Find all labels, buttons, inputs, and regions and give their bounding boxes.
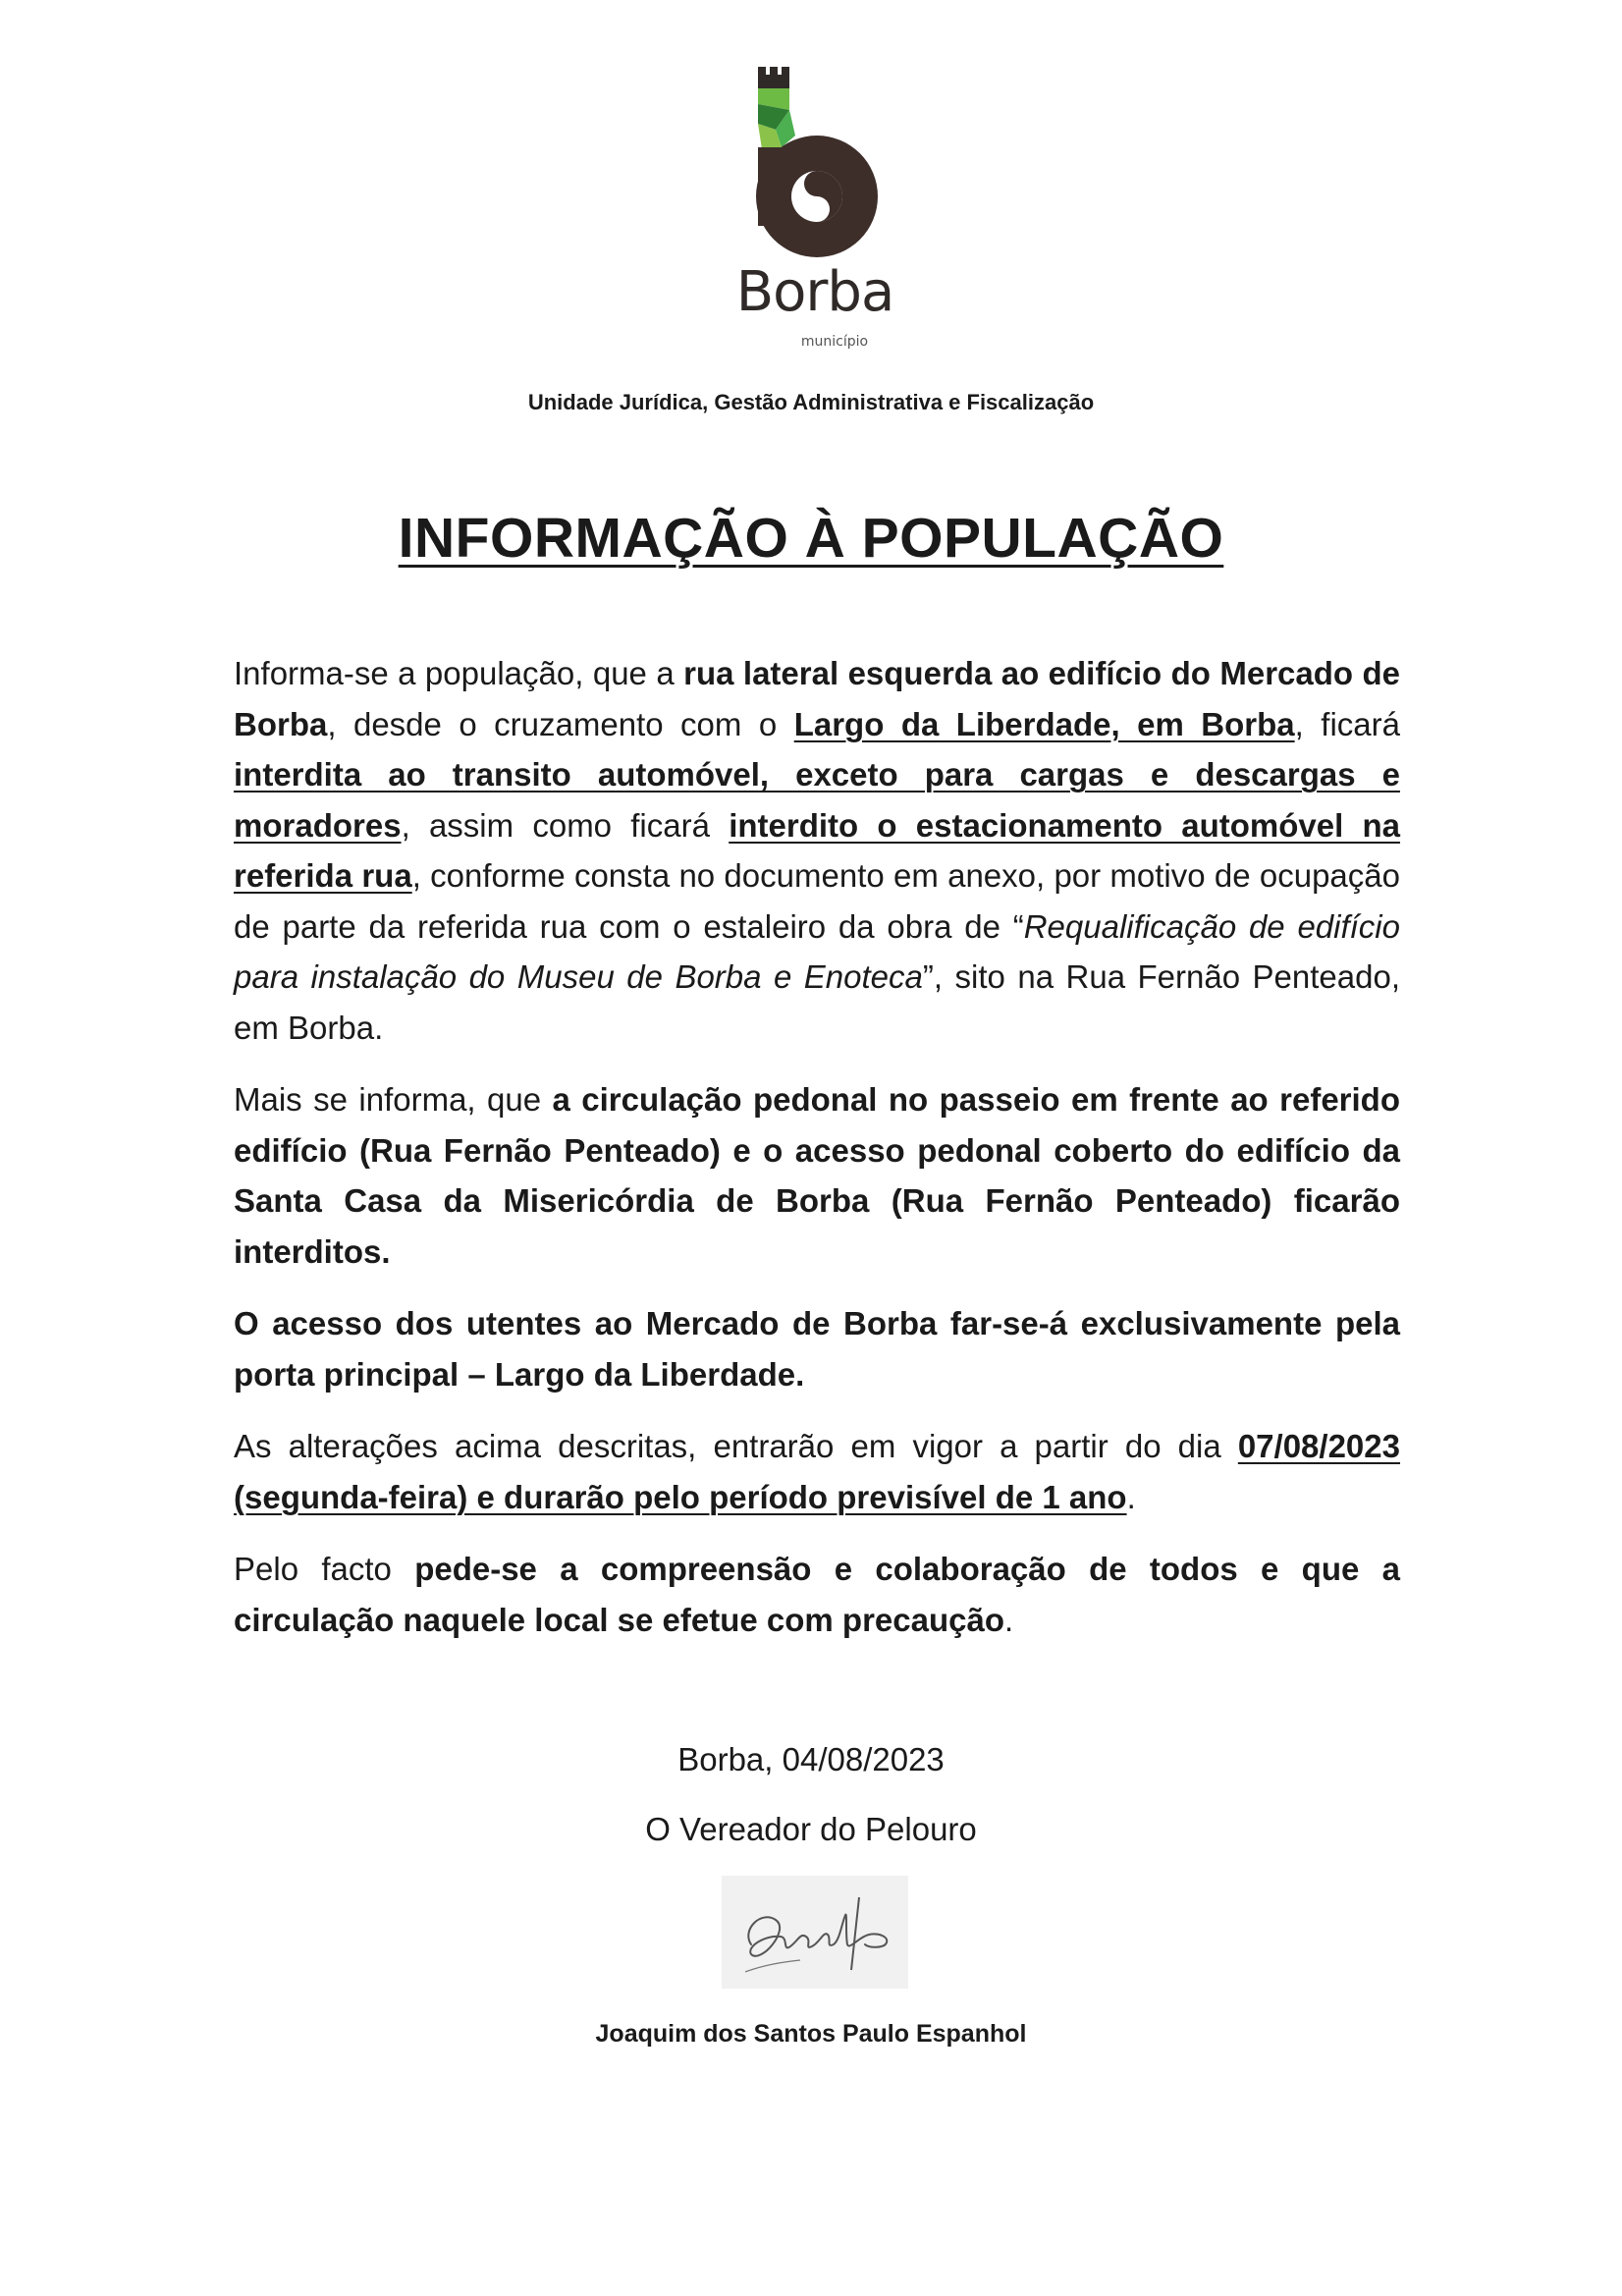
italic-run: Requalificação de edifício para instalação do Museu de Borba e Enoteca: [234, 907, 1400, 995]
signer-name: Joaquim dos Santos Paulo Espanhol: [595, 2020, 1027, 2048]
municipality-logo: [727, 59, 903, 363]
paragraph-1: [234, 648, 1400, 1053]
bold-run: a circulação pedonal no passeio em frente ao referido edifício (Rua Fernão Penteado) e o acesso pedonal coberto do edifício da Santa Casa da Misericórdia de Borba (Rua Fernão Penteado) ficarão interditos.: [234, 1081, 1400, 1270]
page-title: INFORMAÇÃO À POPULAÇÃO: [398, 507, 1224, 570]
place-date: Borba, 04/08/2023: [677, 1741, 945, 1777]
notice-body: [234, 648, 1400, 1667]
bold-underlined-run: 07/08/2023 (segunda-feira) e durarão pelo período previsível de 1 ano: [234, 1428, 1400, 1515]
logo-wordmark: Borba: [735, 260, 894, 324]
text-run: , ficará: [1294, 705, 1400, 742]
paragraph-4: [234, 1421, 1400, 1522]
text-run: Pelo facto: [234, 1551, 415, 1587]
text-run: , conforme consta no documento em anexo, por motivo de ocupação de parte da referida rua com o estaleiro da obra de “: [234, 857, 1400, 945]
signer-role: O Vereador do Pelouro: [645, 1811, 977, 1847]
paragraph-2: [234, 1074, 1400, 1277]
bold-run: pede-se a compreensão e colaboração de todos e que a circulação naquele local se efetue com precaução: [234, 1551, 1400, 1638]
bold-underlined-run: Largo da Liberdade, em Borba: [793, 705, 1295, 742]
text-run: Mais se informa, que: [234, 1081, 553, 1118]
text-run: , assim como ficará: [401, 806, 730, 844]
bold-run: O acesso dos utentes ao Mercado de Borba far-se-á exclusivamente pela porta principal – Largo da Liberdade.: [234, 1305, 1400, 1393]
bold-underlined-run: interdita ao transito automóvel, exceto para cargas e descargas e moradores: [234, 756, 1400, 844]
text-run: , desde o cruzamento com o: [327, 705, 794, 742]
bold-underlined-run: interdito o estacionamento automóvel na referida rua: [234, 806, 1400, 894]
text-run: .: [1126, 1478, 1136, 1515]
text-run: As alterações acima descritas, entrarão em vigor a partir do dia: [234, 1428, 1238, 1464]
text-run: .: [1004, 1601, 1014, 1638]
text-run: ”, sito na Rua Fernão Penteado, em Borba.: [234, 958, 1401, 1046]
signature-icon: [722, 1876, 908, 1989]
paragraph-3: [234, 1298, 1400, 1399]
text-run: Informa-se a população, que a: [234, 655, 684, 691]
bold-run: rua lateral esquerda ao edifício do Mercado de Borba: [234, 655, 1401, 742]
borba-logo-icon: [727, 59, 903, 265]
paragraph-5: [234, 1544, 1400, 1645]
department-heading: Unidade Jurídica, Gestão Administrativa e Fiscalização: [527, 390, 1095, 414]
logo-subtitle: município: [800, 334, 869, 350]
